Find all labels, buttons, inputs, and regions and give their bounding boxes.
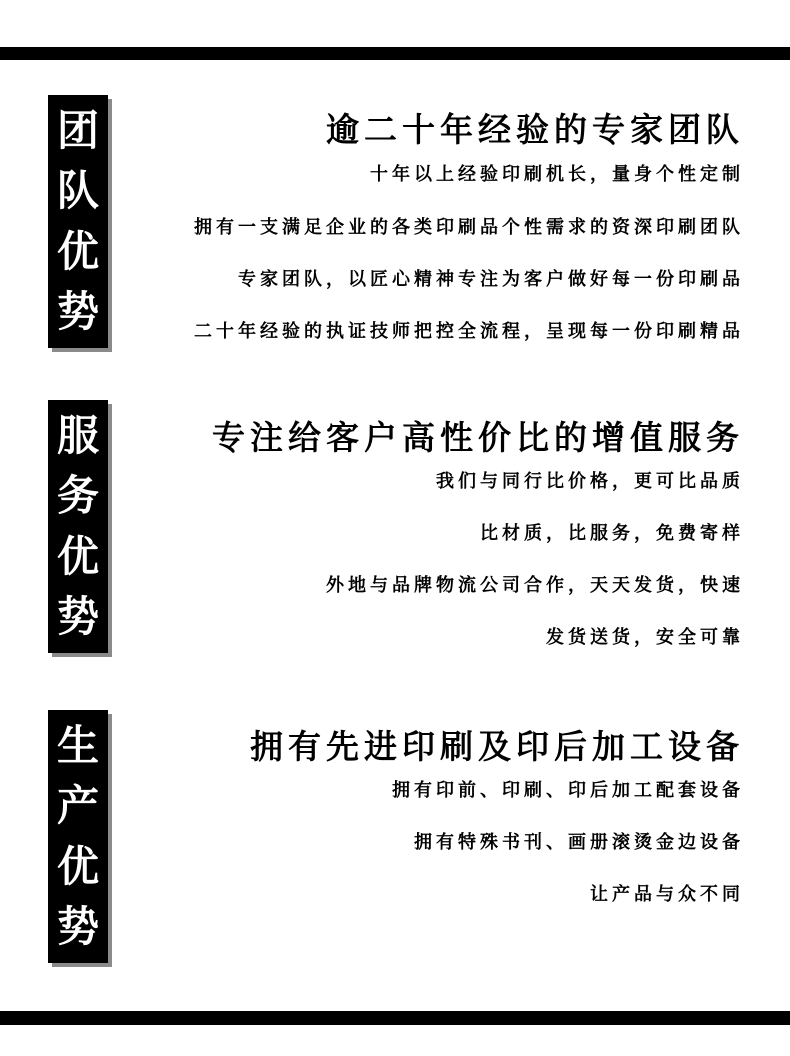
service-advantage-label bbox=[48, 400, 108, 653]
team-advantage-content bbox=[104, 110, 744, 350]
section-line: 外地与品牌物流公司合作，天天发货，快速 bbox=[326, 575, 744, 596]
label-char: 势 bbox=[56, 286, 99, 336]
production-advantage-label bbox=[48, 710, 108, 963]
label-char: 生 bbox=[56, 721, 99, 771]
label-char: 务 bbox=[56, 471, 99, 521]
section-line: 发货送货，安全可靠 bbox=[546, 627, 744, 648]
section-line: 拥有印前、印刷、印后加工配套设备 bbox=[392, 780, 744, 801]
section-line: 拥有特殊书刊、画册滚烫金边设备 bbox=[414, 832, 744, 853]
service-advantage-content bbox=[104, 418, 744, 658]
section-line: 拥有一支满足企业的各类印刷品个性需求的资深印刷团队 bbox=[194, 217, 744, 238]
label-char: 产 bbox=[56, 781, 99, 831]
label-char: 队 bbox=[56, 166, 99, 216]
section-heading: 逾二十年经验的专家团队 bbox=[326, 110, 744, 149]
production-advantage-content bbox=[104, 727, 744, 917]
label-char: 服 bbox=[56, 411, 99, 461]
section-line: 二十年经验的执证技师把控全流程，呈现每一份印刷精品 bbox=[194, 321, 744, 342]
label-char: 势 bbox=[56, 591, 99, 641]
label-char: 优 bbox=[56, 531, 99, 581]
team-advantage-label bbox=[48, 95, 108, 348]
label-char: 势 bbox=[56, 901, 99, 951]
section-line: 专家团队，以匠心精神专注为客户做好每一份印刷品 bbox=[238, 269, 744, 290]
label-char: 优 bbox=[56, 841, 99, 891]
label-char: 优 bbox=[56, 226, 99, 276]
section-line: 十年以上经验印刷机长，量身个性定制 bbox=[370, 164, 744, 185]
section-line: 让产品与众不同 bbox=[590, 884, 744, 905]
top-border-bar bbox=[0, 47, 790, 60]
section-heading: 专注给客户高性价比的增值服务 bbox=[212, 418, 744, 457]
bottom-border-bar bbox=[0, 1011, 790, 1025]
section-line: 我们与同行比价格，更可比品质 bbox=[436, 471, 744, 492]
label-char: 团 bbox=[56, 106, 99, 156]
section-line: 比材质，比服务，免费寄样 bbox=[480, 523, 744, 544]
section-heading: 拥有先进印刷及印后加工设备 bbox=[250, 727, 744, 766]
